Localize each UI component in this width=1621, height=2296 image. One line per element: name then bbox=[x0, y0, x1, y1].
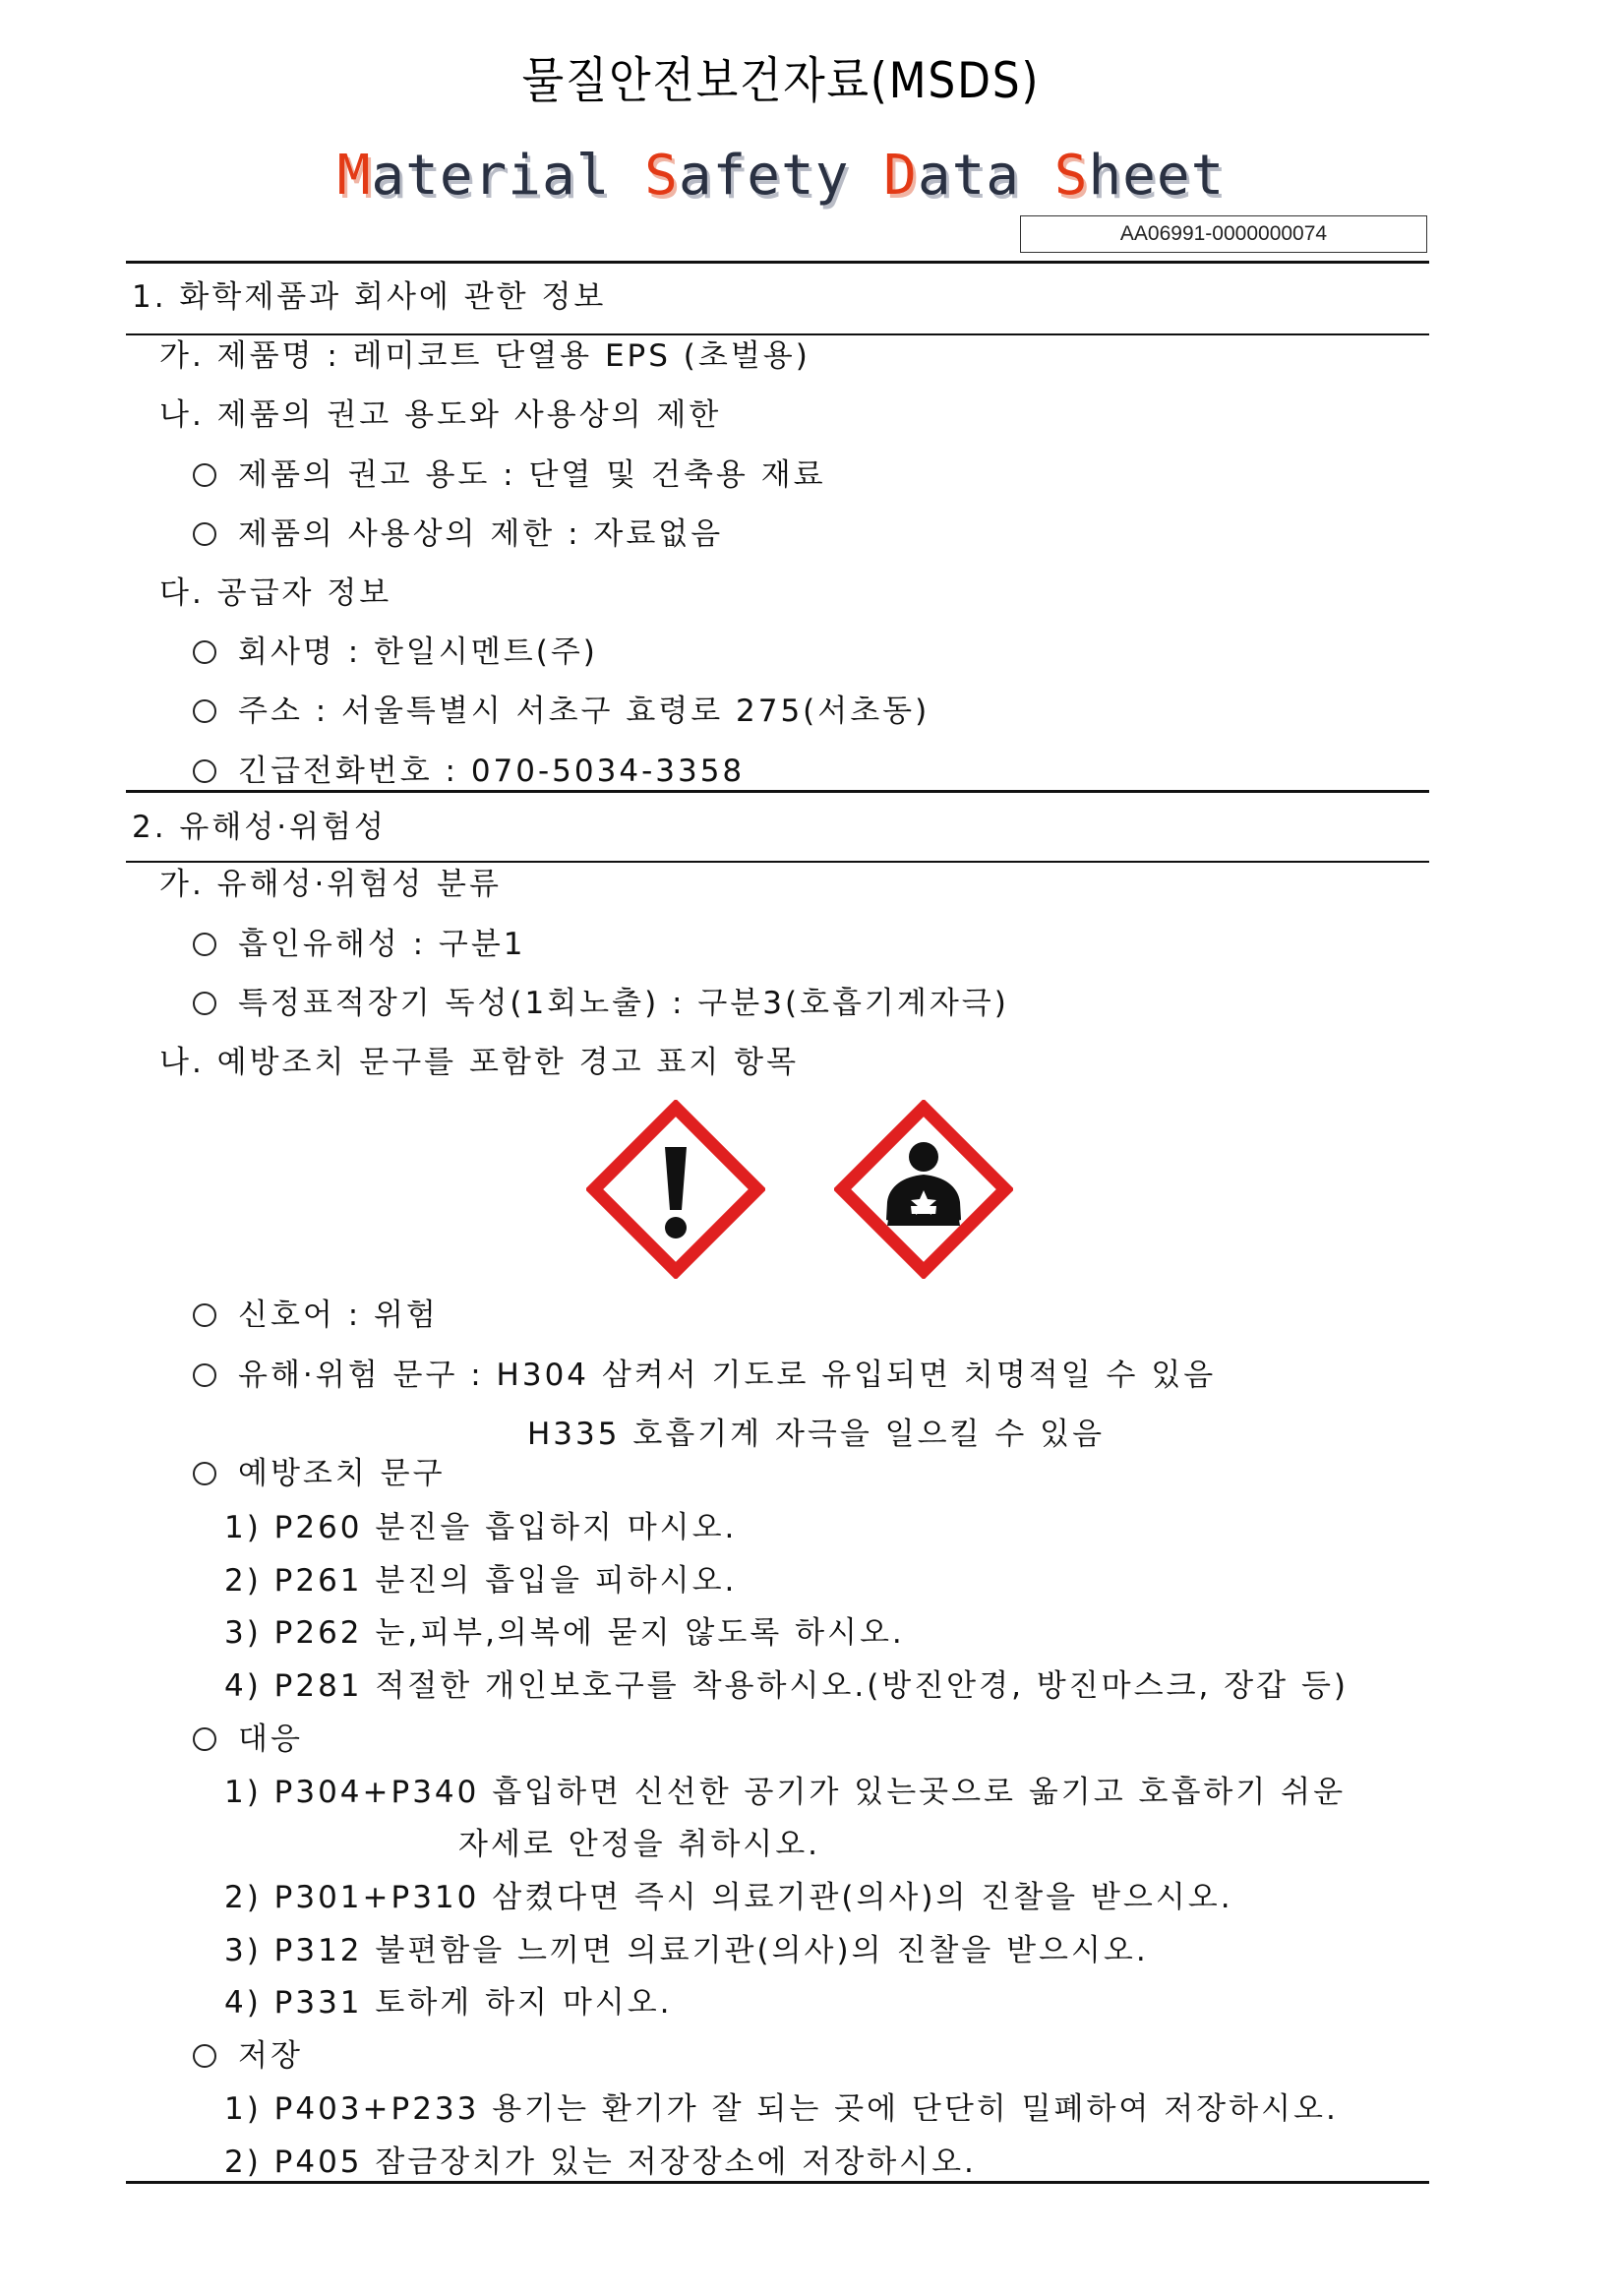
divider bbox=[126, 2181, 1429, 2184]
list-item: 1) P260 분진을 흡입하지 마시오. bbox=[224, 1510, 738, 1545]
list-item: 1) P304+P340 흡입하면 신선한 공기가 있는곳으로 옮기고 호흡하기 쉬운 bbox=[224, 1775, 1347, 1810]
bullet-circle-icon bbox=[193, 933, 216, 956]
section-1-supplier-heading: 다. 공급자 정보 bbox=[159, 575, 392, 611]
list-item: 4) P281 적절한 개인보호구를 착용하시오.(방진안경, 방진마스크, 장갑 등) bbox=[224, 1668, 1350, 1704]
divider bbox=[126, 861, 1429, 863]
subtitle-cap-s2: S bbox=[1053, 144, 1089, 208]
bullet-circle-icon bbox=[193, 522, 216, 546]
list-item: 2) P261 분진의 흡입을 피하시오. bbox=[224, 1563, 738, 1599]
list-item: 긴급전화번호 : 070-5034-3358 bbox=[193, 752, 745, 791]
subtitle-cap-d: D bbox=[883, 144, 918, 208]
signal-word: 신호어 : 위험 bbox=[193, 1296, 439, 1335]
ghs-pictograms bbox=[586, 1100, 1019, 1287]
bullet-circle-icon bbox=[193, 1363, 216, 1387]
health-hazard-icon bbox=[834, 1100, 1013, 1279]
document-title: 물질안전보건자료(MSDS) bbox=[521, 52, 1041, 109]
list-item: 2) P301+P310 삼켰다면 즉시 의료기관(의사)의 진찰을 받으시오. bbox=[224, 1880, 1233, 1915]
section-1-usage-heading: 나. 제품의 권고 용도와 사용상의 제한 bbox=[159, 397, 722, 433]
list-item: 4) P331 토하게 하지 마시오. bbox=[224, 1985, 673, 2021]
list-item: 3) P262 눈,피부,의복에 묻지 않도록 하시오. bbox=[224, 1615, 905, 1651]
bullet-circle-icon bbox=[193, 640, 216, 664]
document-code-box: AA06991-0000000074 bbox=[1020, 215, 1427, 253]
list-item: 흡인유해성 : 구분1 bbox=[193, 925, 526, 964]
section-1-heading: 1. 화학제품과 회사에 관한 정보 bbox=[132, 279, 607, 315]
subtitle-word-ata: ata bbox=[917, 144, 1054, 208]
bullet-circle-icon bbox=[193, 463, 216, 487]
bullet-circle-icon bbox=[193, 1727, 216, 1751]
section-2-classification-heading: 가. 유해성·위험성 분류 bbox=[159, 867, 502, 902]
bullet-circle-icon bbox=[193, 2044, 216, 2068]
list-item-continued: 자세로 안정을 취하시오. bbox=[458, 1827, 821, 1862]
list-item: 3) P312 불편함을 느끼면 의료기관(의사)의 진찰을 받으시오. bbox=[224, 1933, 1149, 1968]
list-item: 2) P405 잠금장치가 있는 저장장소에 저장하시오. bbox=[224, 2145, 977, 2180]
divider bbox=[126, 333, 1429, 335]
bullet-circle-icon bbox=[193, 992, 216, 1015]
subtitle-cap-m: M bbox=[336, 144, 372, 208]
bullet-circle-icon bbox=[193, 1303, 216, 1327]
bullet-circle-icon bbox=[193, 699, 216, 723]
prevention-heading: 예방조치 문구 bbox=[193, 1454, 446, 1493]
subtitle-word-heet: heet bbox=[1088, 144, 1226, 208]
bullet-circle-icon bbox=[193, 1462, 216, 1485]
hazard-statement: 유해·위험 문구 : H304 삼켜서 기도로 유입되면 치명적일 수 있음 bbox=[193, 1356, 1216, 1395]
hazard-statement-continued: H335 호흡기계 자극을 일으킬 수 있음 bbox=[527, 1417, 1106, 1452]
section-2-heading: 2. 유해성·위험성 bbox=[132, 810, 387, 845]
response-heading: 대응 bbox=[193, 1720, 303, 1759]
exclamation-mark-icon bbox=[586, 1100, 765, 1279]
divider bbox=[126, 790, 1429, 793]
subtitle-cap-s: S bbox=[644, 144, 679, 208]
storage-heading: 저장 bbox=[193, 2036, 303, 2076]
subtitle-word-aterial: aterial bbox=[371, 144, 645, 208]
list-item: 회사명 : 한일시멘트(주) bbox=[193, 633, 598, 672]
list-item: 주소 : 서울특별시 서초구 효령로 275(서초동) bbox=[193, 692, 930, 731]
list-item: 제품의 권고 용도 : 단열 및 건축용 재료 bbox=[193, 455, 826, 495]
section-2-label-heading: 나. 예방조치 문구를 포함한 경고 표지 항목 bbox=[159, 1045, 800, 1080]
list-item: 제품의 사용상의 제한 : 자료없음 bbox=[193, 514, 723, 554]
document-subtitle bbox=[0, 144, 1562, 208]
bullet-circle-icon bbox=[193, 759, 216, 783]
subtitle-word-afety: afety bbox=[678, 144, 884, 208]
divider bbox=[126, 261, 1429, 264]
section-1-product-name: 가. 제품명 : 레미코트 단열용 EPS (초벌용) bbox=[159, 338, 810, 374]
list-item: 특정표적장기 독성(1회노출) : 구분3(호흡기계자극) bbox=[193, 984, 1009, 1023]
list-item: 1) P403+P233 용기는 환기가 잘 되는 곳에 단단히 밀폐하여 저장하시오. bbox=[224, 2091, 1339, 2127]
